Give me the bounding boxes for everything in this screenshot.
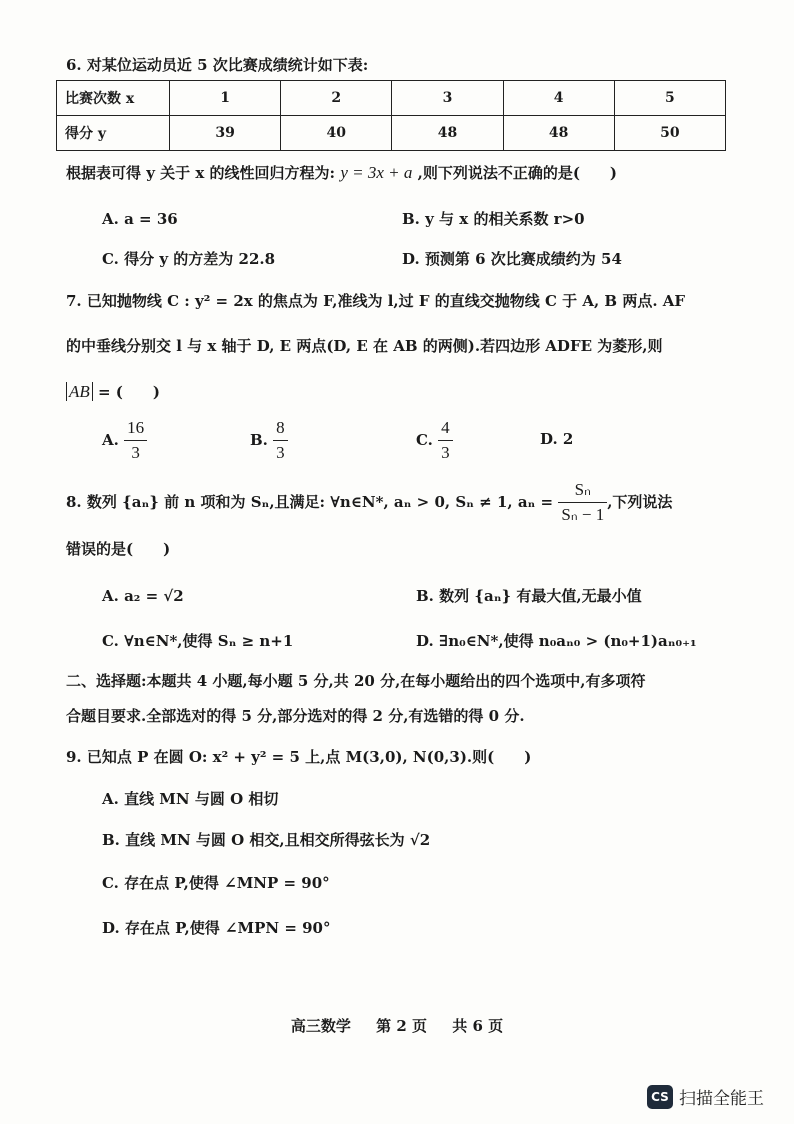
table-row: [57, 81, 726, 116]
q7-option-b-label: B.: [250, 430, 268, 449]
score-table: [56, 80, 726, 151]
q8-option-b: B. 数列 {aₙ} 有最大值,无最小值: [416, 587, 642, 605]
q8-option-c: C. ∀n∈N*,使得 Sₙ ≥ n+1: [102, 632, 294, 650]
q7-line3-tail: = ( ): [92, 383, 160, 401]
table-cell: 2: [281, 81, 392, 116]
q7-line1: 7. 已知抛物线 C : y² = 2x 的焦点为 F,准线为 l,过 F 的直线交抛物线 C 于 A, B 两点. AF: [66, 292, 686, 310]
q7-option-c-label: C.: [416, 430, 433, 449]
q9-stem: 9. 已知点 P 在圆 O: x² + y² = 5 上,点 M(3,0), N(0,3).则( ): [66, 748, 532, 766]
table-cell: 4: [503, 81, 614, 116]
table-cell: 1: [170, 81, 281, 116]
frac-numerator: 4: [438, 418, 453, 441]
q7-line3: [66, 382, 160, 402]
table-row-header: 比赛次数 x: [57, 81, 170, 116]
q9-option-b: B. 直线 MN 与圆 O 相交,且相交所得弦长为 √2: [102, 831, 431, 849]
table-cell: 48: [392, 116, 503, 151]
q6-option-a: A. a = 36: [102, 210, 178, 228]
table-cell: 40: [281, 116, 392, 151]
table-cell: 39: [170, 116, 281, 151]
section2-line1: 二、选择题:本题共 4 小题,每小题 5 分,共 20 分,在每小题给出的四个选项中,有多项符: [66, 672, 646, 690]
q8-fraction: [558, 480, 607, 526]
table-cell: 5: [614, 81, 725, 116]
q8-line1-a: 8. 数列 {aₙ} 前 n 项和为 Sₙ,且满足: ∀n∈N*, aₙ > 0, Sₙ ≠ 1, aₙ =: [66, 492, 554, 511]
table-cell: 3: [392, 81, 503, 116]
q7-ab-abs: AB: [66, 382, 93, 401]
q6-stem: 6. 对某位运动员近 5 次比赛成绩统计如下表:: [66, 56, 369, 74]
q6-text-a: 根据表可得 y 关于 x 的线性回归方程为:: [66, 164, 336, 182]
frac-numerator: 16: [124, 418, 147, 441]
q6-option-b: B. y 与 x 的相关系数 r>0: [402, 210, 585, 228]
q6-text: [66, 163, 617, 183]
scanner-watermark: [647, 1084, 764, 1109]
footer-page-number: 第 2 页: [376, 1017, 427, 1035]
q6-text-b: ,则下列说法不正确的是( ): [417, 164, 618, 182]
q8-option-d: D. ∃n₀∈N*,使得 n₀aₙ₀ > (n₀+1)aₙ₀₊₁: [416, 632, 697, 650]
table-cell: 48: [503, 116, 614, 151]
q6-equation: y = 3x + a: [340, 163, 413, 182]
camscanner-logo-icon: CS: [647, 1085, 673, 1109]
q7-option-a: [102, 418, 147, 464]
q7-option-a-frac: [124, 418, 147, 464]
q6-option-d: D. 预测第 6 次比赛成绩约为 54: [402, 250, 622, 268]
table-row-header: 得分 y: [57, 116, 170, 151]
frac-denominator: Sₙ − 1: [561, 505, 605, 525]
q7-option-c: [416, 418, 453, 464]
q7-option-b: [250, 418, 288, 464]
q9-option-c: C. 存在点 P,使得 ∠MNP = 90°: [102, 874, 330, 892]
table-row: [57, 116, 726, 151]
footer-total-pages: 共 6 页: [452, 1017, 504, 1035]
q8-line1: [66, 480, 672, 526]
footer-subject: 高三数学: [290, 1017, 351, 1035]
frac-denominator: 3: [131, 443, 140, 463]
q7-line2: 的中垂线分别交 l 与 x 轴于 D, E 两点(D, E 在 AB 的两侧).若四边形 ADFE 为菱形,则: [66, 337, 663, 355]
frac-denominator: 3: [441, 443, 450, 463]
frac-numerator: Sₙ: [558, 480, 607, 503]
q6-option-c: C. 得分 y 的方差为 22.8: [102, 250, 276, 268]
watermark-text: 扫描全能王: [679, 1089, 764, 1109]
frac-denominator: 3: [276, 443, 285, 463]
q7-option-d: D. 2: [540, 430, 574, 448]
q8-line1-b: ,下列说法: [607, 492, 673, 511]
q7-option-a-label: A.: [102, 430, 119, 449]
section2-line2: 合题目要求.全部选对的得 5 分,部分选对的得 2 分,有选错的得 0 分.: [66, 707, 525, 725]
q9-option-a: A. 直线 MN 与圆 O 相切: [102, 790, 279, 808]
q9-option-d: D. 存在点 P,使得 ∠MPN = 90°: [102, 919, 331, 937]
page-footer: [0, 1015, 794, 1036]
q7-option-b-frac: [273, 418, 288, 464]
table-cell: 50: [614, 116, 725, 151]
q7-option-c-frac: [438, 418, 453, 464]
q8-line2: 错误的是( ): [66, 540, 171, 558]
frac-numerator: 8: [273, 418, 288, 441]
q8-option-a: A. a₂ = √2: [102, 587, 184, 605]
